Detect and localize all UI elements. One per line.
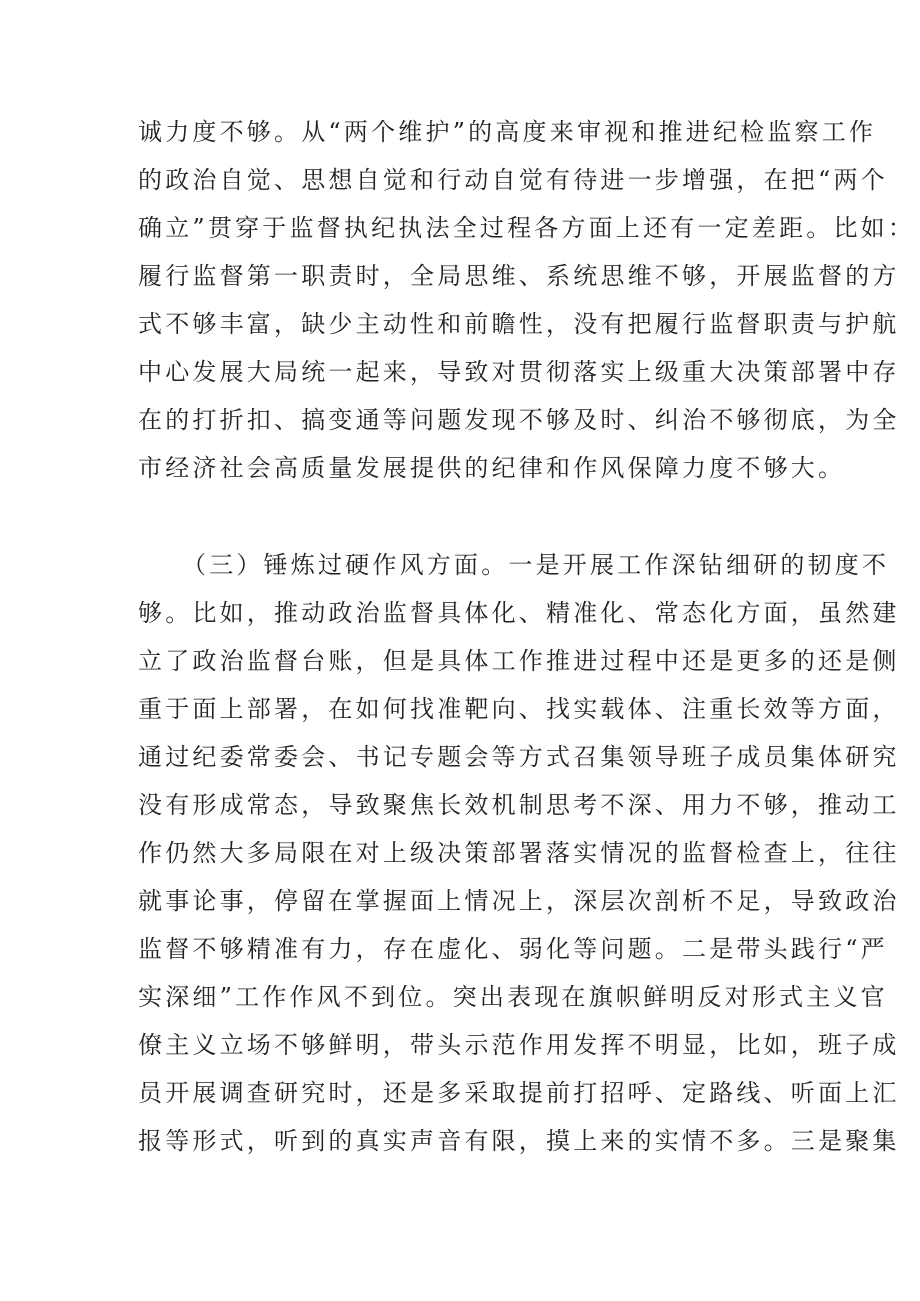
paragraph-2-line-13: 报等形式，听到的真实声音有限，摸上来的实情不多。三是聚集 [138, 1127, 900, 1155]
paragraph-2-line-8: 就事论事，停留在掌握面上情况上，深层次剖析不足，导致政治 [138, 887, 900, 915]
paragraph-1-line-1: 诚力度不够。从“两个维护”的高度来审视和推进纪检监察工作 [138, 118, 877, 146]
paragraph-2-line-2: 够。比如，推动政治监督具体化、精准化、常态化方面，虽然建 [138, 599, 900, 627]
paragraph-1-line-7: 在的打折扣、搞变通等问题发现不够及时、纠治不够彻底，为全 [138, 406, 900, 434]
paragraph-1-line-6: 中心发展大局统一起来，导致对贯彻落实上级重大决策部署中存 [138, 358, 900, 386]
paragraph-2-line-4: 重于面上部署，在如何找准靶向、找实载体、注重长效等方面， [138, 695, 900, 723]
paragraph-2-line-9: 监督不够精准有力，存在虚化、弱化等问题。二是带头践行“严 [138, 935, 888, 963]
paragraph-2-line-1: （三）锤炼过硬作风方面。一是开展工作深钻细研的韧度不 [182, 551, 890, 579]
paragraph-1-line-3: 确立”贯穿于监督执纪执法全过程各方面上还有一定差距。比如： [138, 214, 916, 242]
paragraph-2-line-7: 作仍然大多局限在对上级决策部署落实情况的监督检查上，往往 [138, 839, 900, 867]
paragraph-1-line-8: 市经济社会高质量发展提供的纪律和作风保障力度不够大。 [138, 454, 846, 482]
paragraph-1-line-5: 式不够丰富，缺少主动性和前瞻性，没有把履行监督职责与护航 [138, 310, 900, 338]
paragraph-2-line-10: 实深细”工作作风不到位。突出表现在旗帜鲜明反对形式主义官 [138, 983, 888, 1011]
paragraph-2-line-11: 僚主义立场不够鲜明，带头示范作用发挥不明显，比如，班子成 [138, 1031, 900, 1059]
paragraph-1-line-4: 履行监督第一职责时，全局思维、系统思维不够，开展监督的方 [138, 262, 900, 290]
paragraph-2-line-5: 通过纪委常委会、书记专题会等方式召集领导班子成员集体研究 [138, 743, 900, 771]
paragraph-1-line-2: 的政治自觉、思想自觉和行动自觉有待进一步增强，在把“两个 [138, 166, 888, 194]
paragraph-2-line-12: 员开展调查研究时，还是多采取提前打招呼、定路线、听面上汇 [138, 1079, 900, 1107]
paragraph-2-line-3: 立了政治监督台账，但是具体工作推进过程中还是更多的还是侧 [138, 647, 900, 675]
paragraph-2-line-6: 没有形成常态，导致聚焦长效机制思考不深、用力不够，推动工 [138, 791, 900, 819]
